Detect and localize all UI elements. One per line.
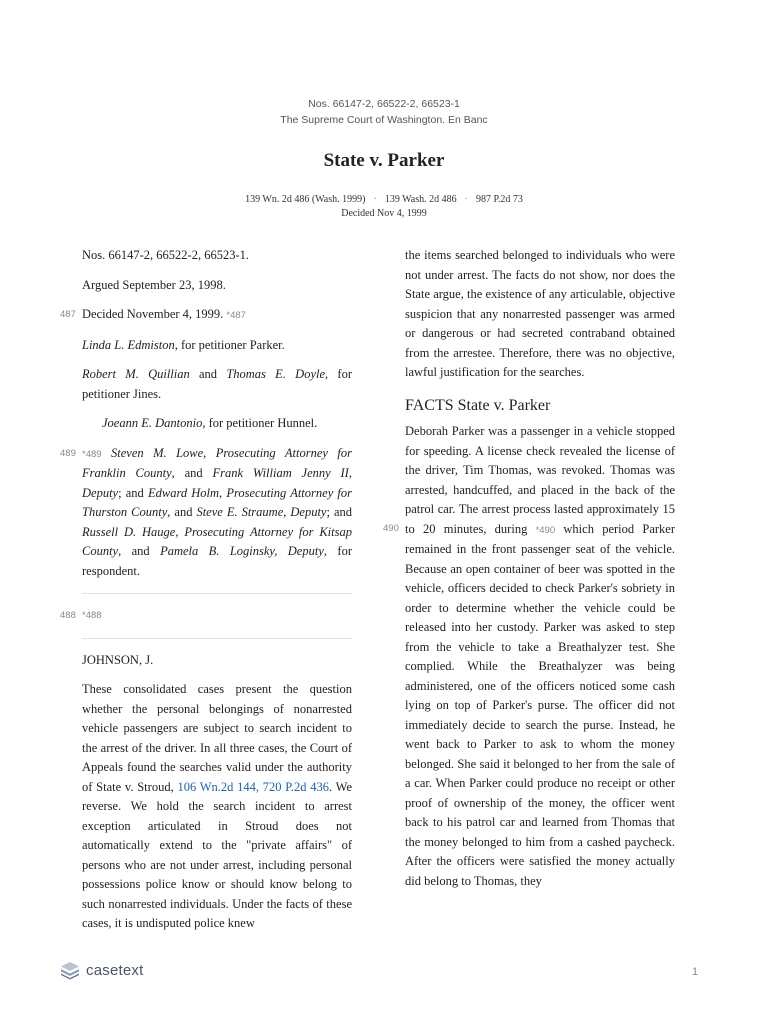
page-pin: *488 [82, 610, 102, 621]
docket-line: Nos. 66147-2, 66522-2, 66523-1. [82, 248, 250, 262]
respondent-counsel: 489 *489 Steven M. Lowe, Prosecuting Attorney for Franklin County, and Frank William Jenny II, Deputy; and Edward Holm, Prosecuting Attorney for Thurston County, and Steve E. Straume, Deputy; and Russell D. Hauge, Prosecuting Attorney for Kitsap County, and Pamela B. Loginsky, Deputy, for respondent. [60, 445, 352, 578]
page-break-marker [60, 606, 352, 626]
decided-date: Decided Nov 4, 1999 [341, 208, 427, 219]
footer-brand [60, 960, 143, 980]
docket-numbers: Nos. 66147-2, 66522-2, 66523-1 [308, 98, 460, 110]
margin-page-number: 489 [60, 447, 76, 459]
left-column [60, 246, 352, 934]
casetext-logo-icon [60, 960, 80, 980]
judge-name: JOHNSON, J. [82, 652, 154, 667]
citation: 139 Wash. 2d 486 [384, 194, 457, 205]
page-pin: *490 [535, 524, 556, 536]
citation-separator: · [464, 194, 468, 205]
case-title: State v. Parker [323, 150, 445, 171]
opinion-paragraph: the items searched belonged to individuals who were not under arrest. The facts do not show, nor does the State argue, the existence of any articulable, objective suspicion that any nonarrested passenger was armed or dangerous or had secreted contraband obtained from the arrestee. Therefore, there was no objective, lawful justification for the searches. [405, 248, 675, 379]
citation: 139 Wn. 2d 486 (Wash. 1999) [245, 194, 366, 205]
page-pin: *487 [226, 310, 246, 321]
counsel-line: Joeann E. Dantonio, for petitioner Hunnel. [102, 416, 318, 430]
page-number: 1 [692, 966, 699, 978]
brand-name: casetext [86, 961, 144, 979]
margin-page-number: 490 [383, 523, 399, 534]
section-divider [82, 638, 352, 639]
counsel-line: Linda L. Edmiston, for petitioner Parker. [82, 337, 285, 352]
document-header [0, 96, 768, 219]
citation-separator: · [373, 194, 377, 205]
right-column [383, 246, 675, 891]
argued-line: Argued September 23, 1998. [82, 277, 226, 292]
page-pin: *489 [82, 448, 102, 460]
court-name: The Supreme Court of Washington. En Banc [280, 114, 488, 126]
margin-page-number: 488 [60, 610, 76, 621]
opinion-paragraph: These consolidated cases present the question whether the personal belongings of nonarrested vehicle passengers are subject to search incident to the arrest of the driver. In all three cases, the Court of Appeals found the searches valid under the authority of State v. Stroud, 106 Wn.2d 144, 720 P.2d 436. We reverse. We hold the search incident to arrest exception articulated in Stroud does not automatically extend to the "private affairs" of persons who are not under arrest, including personal possessions police know or should know belong to such nonarrested individuals. Under the facts of these cases, it is undisputed police knew [82, 682, 352, 930]
margin-page-number: 487 [60, 309, 76, 320]
facts-paragraph: Deborah Parker was a passenger in a vehicle stopped for speeding. A license check revealed the license of the driver, Tim Thomas, was revoked. Thomas was arrested, handcuffed, and placed in the back of the patrol car. The arrest process lasted approximately 15 to 20 minutes, during 490 *490 which period Parker remained in the front passenger seat of the vehicle. Because an open container of beer was spotted in the vehicle, officers decided to check Parker's sobriety in order to determine whether the vehicle could be released into her custody. Parker was asked to step from the vehicle to take a Breathalyzer test. She complied. While the Breathalyzer was being administered, one of the officers noticed some cash lying on top of Parker's purse. The officer did not immediately decide to search the purse. Instead, he went back to Parker to ask to whom the money belonged. She said it belonged to her from the sale of a car. When Parker could produce no receipt or other proof of ownership of the money, the officer went back to his patrol car and learned from Thomas that the money belonged to him from a cashed paycheck. After the officers were satisfied the money actually did belong to Thomas, they [383, 424, 675, 888]
citation-link[interactable]: 106 Wn.2d 144, 720 P.2d 436 [177, 779, 329, 794]
citation: 987 P.2d 73 [475, 194, 523, 205]
decided-line: 487 Decided November 4, 1999. *487 [82, 305, 352, 326]
counsel-line: Robert M. Quillian and Thomas E. Doyle, for petitioner Jines. [82, 367, 352, 401]
citation-line [0, 194, 768, 205]
section-heading: FACTS State v. Parker [405, 396, 551, 414]
section-divider [82, 593, 352, 594]
